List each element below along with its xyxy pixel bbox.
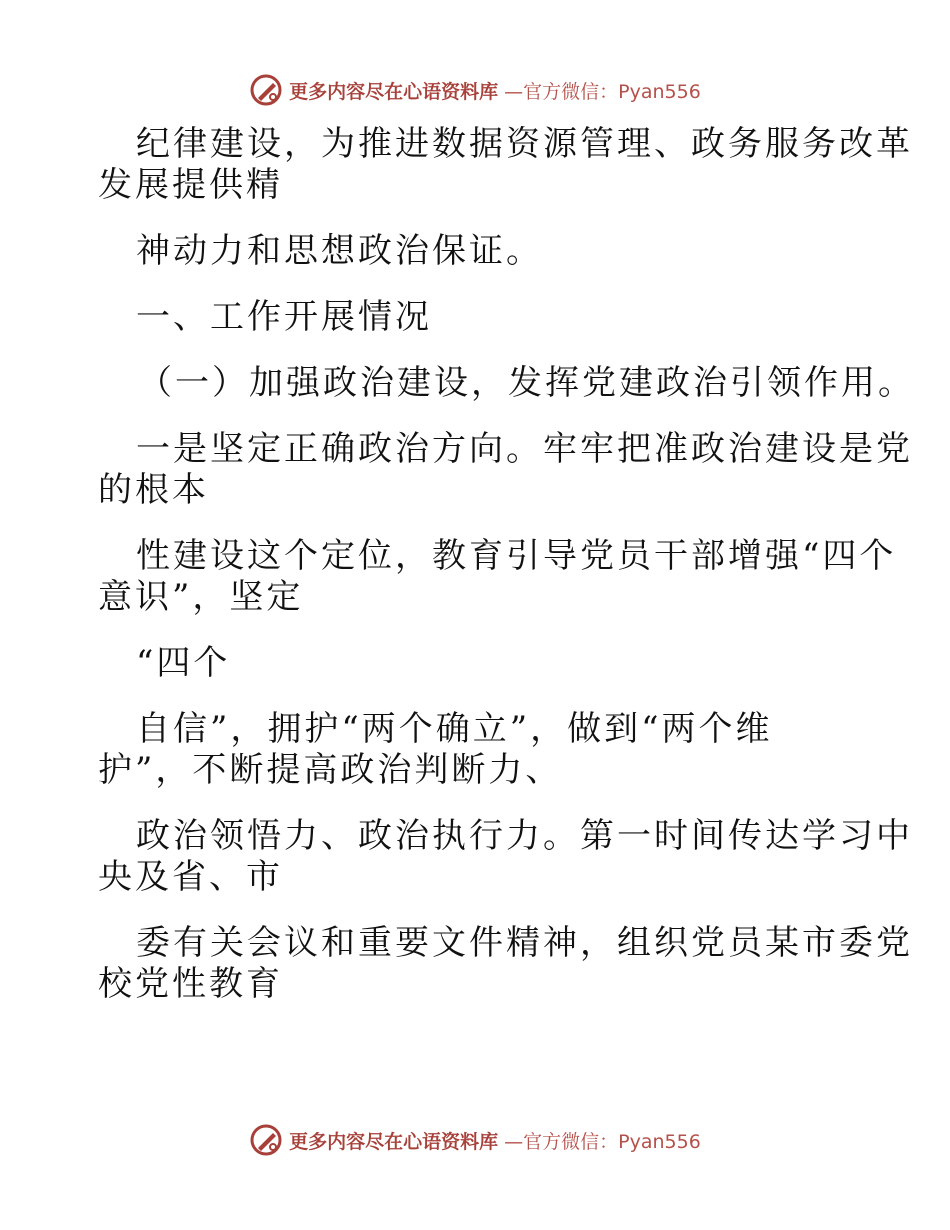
section-heading: 一、工作开展情况 bbox=[136, 297, 432, 337]
document-body bbox=[98, 124, 915, 1005]
pen-seal-icon bbox=[249, 1123, 283, 1157]
body-line: 意识”，坚定 bbox=[98, 577, 304, 617]
body-line: 护”，不断提高政治判断力、 bbox=[98, 750, 563, 790]
pen-seal-icon bbox=[249, 73, 283, 107]
header-banner bbox=[0, 70, 950, 110]
body-line: 纪律建设，为推进数据资源管理、政务服务改革 bbox=[136, 124, 913, 164]
body-line: 委有关会议和重要文件精神，组织党员某市委党 bbox=[136, 923, 913, 963]
header-banner-title: 更多内容尽在心语资料库 bbox=[289, 80, 499, 103]
footer-banner-subtitle: —官方微信：Pyan556 bbox=[504, 1130, 701, 1153]
header-banner-subtitle: —官方微信：Pyan556 bbox=[504, 80, 701, 103]
body-line: 发展提供精 bbox=[98, 165, 283, 205]
footer-banner bbox=[0, 1120, 950, 1160]
body-line: 自信”，拥护“两个确立”，做到“两个维 bbox=[136, 709, 773, 749]
body-line: 的根本 bbox=[98, 470, 209, 510]
body-line: “四个 bbox=[136, 643, 231, 683]
body-line: 性建设这个定位，教育引导党员干部增强“四个 bbox=[136, 536, 897, 576]
body-line: 神动力和思想政治保证。 bbox=[136, 231, 543, 271]
body-line: 央及省、市 bbox=[98, 857, 283, 897]
body-line: 一是坚定正确政治方向。牢牢把准政治建设是党 bbox=[136, 429, 913, 469]
body-line: 政治领悟力、政治执行力。第一时间传达学习中 bbox=[136, 816, 913, 856]
subsection-heading: （一）加强政治建设，发挥党建政治引领作用。 bbox=[138, 363, 915, 403]
body-line: 校党性教育 bbox=[98, 964, 283, 1004]
footer-banner-title: 更多内容尽在心语资料库 bbox=[289, 1130, 499, 1153]
